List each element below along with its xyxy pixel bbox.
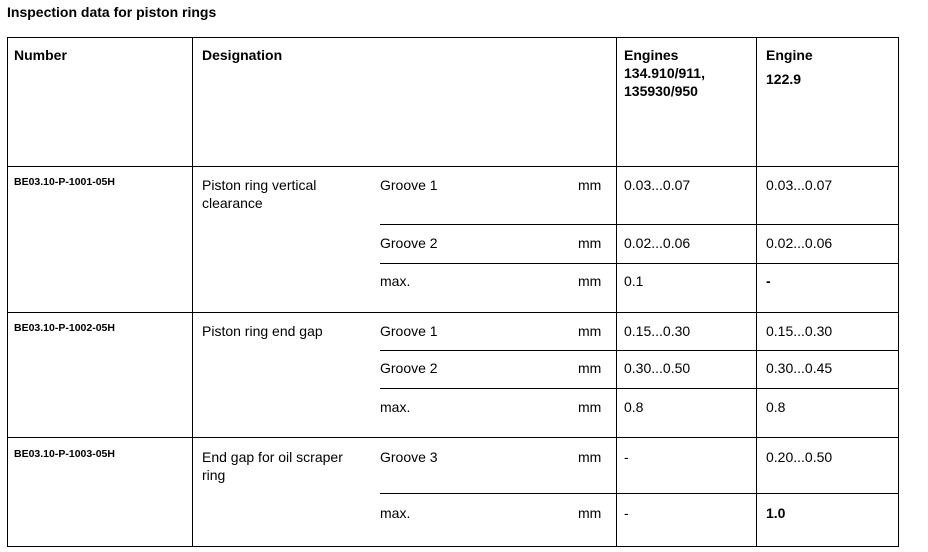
group-designation-line1: Piston ring end gap [202,323,323,339]
group-designation-line1: End gap for oil scraper [202,449,343,465]
divider-engines-engine [756,37,757,547]
group-designation-line2: clearance [202,195,263,211]
row-value-b: 0.02...0.06 [766,235,833,251]
row-value-a: 0.15...0.30 [624,323,691,339]
row-unit: mm [578,235,602,251]
header-engines-a-line3: 135930/950 [624,83,698,99]
group-number: BE03.10-P-1002-05H [14,322,115,334]
row-divider [380,350,899,351]
row-value-a: 0.1 [624,273,644,289]
row-value-a: - [624,505,629,521]
header-engine-b-line1: Engine [766,47,813,63]
row-value-b: - [766,273,771,289]
header-engine-b-line2: 122.9 [766,71,802,87]
row-value-b: 0.8 [766,399,786,415]
row-value-a: 0.02...0.06 [624,235,691,251]
row-label: Groove 1 [380,177,438,193]
divider-number-designation [192,37,193,547]
page-title: Inspection data for piston rings [7,4,217,20]
row-divider [380,224,899,225]
row-value-a: 0.8 [624,399,644,415]
header-engines-a-line1: Engines [624,47,679,63]
row-unit: mm [578,177,602,193]
group-divider-2 [7,437,899,438]
row-unit: mm [578,505,602,521]
header-designation: Designation [202,47,283,63]
row-label: max. [380,273,411,289]
row-unit: mm [578,273,602,289]
table-border-top [7,37,899,38]
row-label: Groove 1 [380,323,438,339]
row-value-a: 0.03...0.07 [624,177,691,193]
row-divider [380,388,899,389]
row-unit: mm [578,360,602,376]
header-engines-a-line2: 134.910/911, [624,65,705,81]
row-value-b: 1.0 [766,505,786,521]
table-border-left [7,37,8,547]
group-divider-1 [7,312,899,313]
divider-designation-engines [616,37,617,547]
row-value-a: 0.30...0.50 [624,360,691,376]
row-divider [380,263,899,264]
header-divider [7,166,899,167]
row-value-b: 0.03...0.07 [766,177,833,193]
row-value-b: 0.20...0.50 [766,449,833,465]
row-unit: mm [578,323,602,339]
header-number: Number [14,47,67,63]
table-border-right [898,37,899,547]
row-unit: mm [578,449,602,465]
row-label: Groove 3 [380,449,438,465]
row-value-a: - [624,449,629,465]
row-value-b: 0.30...0.45 [766,360,833,376]
table-border-bottom [7,546,899,547]
row-divider [380,493,899,494]
row-label: max. [380,505,411,521]
group-designation-line2: ring [202,467,226,483]
row-label: Groove 2 [380,360,438,376]
group-designation-line1: Piston ring vertical [202,177,317,193]
row-value-b: 0.15...0.30 [766,323,833,339]
group-number: BE03.10-P-1001-05H [14,176,115,188]
row-unit: mm [578,399,602,415]
group-number: BE03.10-P-1003-05H [14,448,115,460]
row-label: Groove 2 [380,235,438,251]
inspection-table [7,37,899,547]
row-label: max. [380,399,411,415]
